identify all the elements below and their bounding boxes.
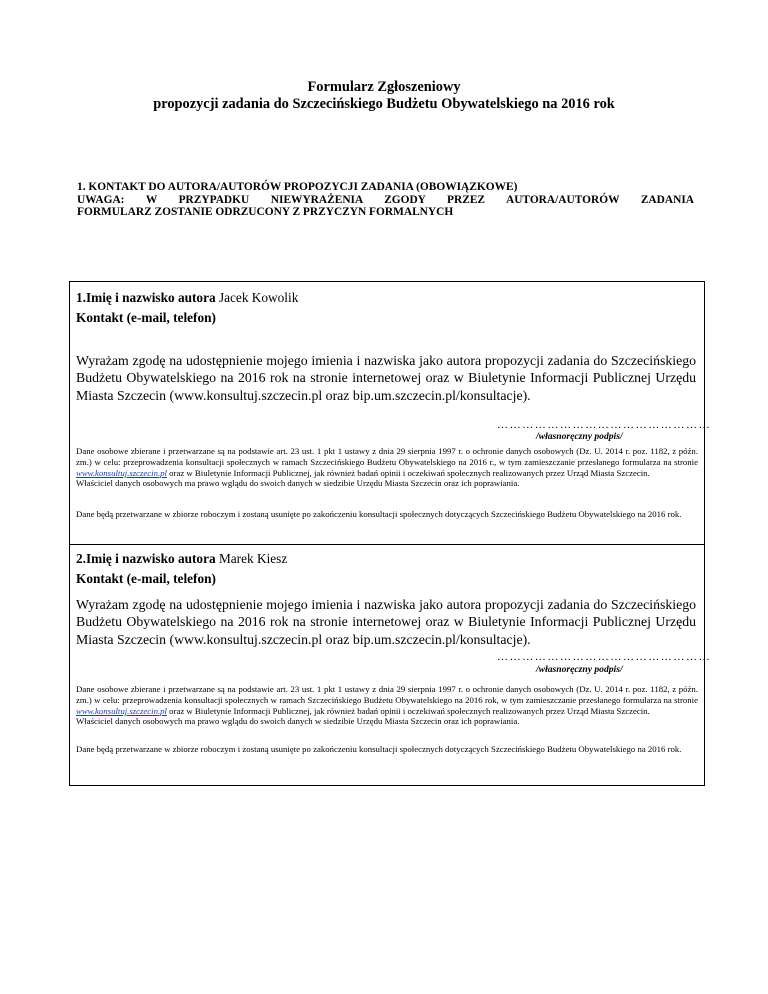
author-1-box	[69, 281, 712, 545]
author-2-signature-label: /własnoręczny podpis/	[536, 664, 623, 675]
author-2-name-value: Marek Kiesz	[218, 551, 288, 566]
author-2-gdpr-text-end: oraz w Biuletynie Informacji Publicznej, jak również badań opinii i oczekiwań społecznych realizowanych przez Urząd Miasta Szczecin.	[166, 705, 650, 716]
author-1-gdpr-rights: Właściciel danych osobowych ma prawo wglądu do swoich danych w siedzibie Urzędu Miasta Szczecin oraz ich poprawiania.	[76, 478, 520, 489]
author-1-gdpr-text-end: oraz w Biuletynie Informacji Publicznej, jak również badań opinii i oczekiwań społecznych realizowanych przez Urząd Miasta Szczecin.	[166, 467, 650, 478]
form-title	[0, 79, 768, 113]
section-1-warning-line-1: UWAGA: W PRZYPADKU NIEWYRAŻENIA ZGODY PRZEZ AUTORA/AUTORÓW ZADANIA	[77, 193, 694, 206]
author-2-contact-label: Kontakt (e-mail, telefon)	[76, 571, 216, 586]
author-2-gdpr-text: Dane osobowe zbierane i przetwarzane są na podstawie art. 23 ust. 1 pkt 1 ustawy z dnia 29 sierpnia 1997 r. o ochronie danych osobowych (Dz. U. 2014 r. poz. 1182, z późn. zm.) w celu: przeprowadzenia konsultacji społecznych w ramach Szczecińskiego Budżetu Obywatelskiego na 2016 rok, w tym zamieszczanie przesłanego formularza na stronie	[76, 684, 698, 705]
author-2-signature-line: ……………………………………………	[497, 651, 712, 663]
section-1-heading	[77, 181, 694, 219]
author-2-storage-notice: Dane będą przetwarzane w zbiorze roboczym i zostaną usunięte po zakończeniu konsultacji społecznych dotyczących Szczecińskiego Budżetu Obywatelskiego na 2016 rok.	[76, 744, 682, 754]
author-2-name-label: 2.Imię i nazwisko autora	[76, 551, 216, 566]
section-1-title: 1. KONTAKT DO AUTORA/AUTORÓW PROPOZYCJI ZADANIA (OBOWIĄZKOWE)	[77, 181, 518, 193]
form-title-line-2: propozycji zadania do Szczecińskiego Budżetu Obywatelskiego na 2016 rok	[153, 96, 615, 112]
author-2-name-row	[76, 551, 287, 567]
author-1-signature-label: /własnoręczny podpis/	[536, 431, 623, 442]
author-1-gdpr-notice	[76, 446, 698, 489]
author-2-gdpr-link[interactable]: www.konsultuj.szczecin.pl	[76, 705, 167, 716]
author-2-gdpr-notice	[76, 684, 698, 727]
author-1-name-value: Jacek Kowolik	[218, 290, 299, 305]
author-2-consent-text: Wyrażam zgodę na udostępnienie mojego imienia i nazwiska jako autora propozycji zadania do Szczecińskiego Budżetu Obywatelskiego na 2016 rok na stronie internetowej oraz w Biuletynie Informacji Publicznej Urzędu Miasta Szczecin (www.konsultuj.szczecin.pl oraz bip.um.szczecin.pl/konsultacje).	[76, 597, 696, 647]
author-1-name-row	[76, 290, 298, 306]
author-1-gdpr-text: Dane osobowe zbierane i przetwarzane są na podstawie art. 23 ust. 1 pkt 1 ustawy z dnia 29 sierpnia 1997 r. o ochronie danych osobowych (Dz. U. 2014 r. poz. 1182, z późn. zm.) w celu: przeprowadzenia konsultacji społecznych w ramach Szczecińskiego Budżetu Obywatelskiego na 2016 r., w tym zamieszczanie przesłanego formularza na stronie	[76, 446, 698, 467]
section-1-warning-line-2: FORMULARZ ZOSTANIE ODRZUCONY Z PRZYCZYN FORMALNYCH	[77, 206, 454, 218]
author-1-storage-notice: Dane będą przetwarzane w zbiorze roboczym i zostaną usunięte po zakończeniu konsultacji społecznych dotyczących Szczecińskiego Budżetu Obywatelskiego na 2016 rok.	[76, 509, 682, 519]
author-1-name-label: 1.Imię i nazwisko autora	[76, 290, 216, 305]
author-1-contact-label: Kontakt (e-mail, telefon)	[76, 310, 216, 325]
author-2-gdpr-rights: Właściciel danych osobowych ma prawo wglądu do swoich danych w siedzibie Urzędu Miasta Szczecin oraz ich poprawiania.	[76, 716, 520, 727]
author-1-consent-text: Wyrażam zgodę na udostępnienie mojego imienia i nazwiska jako autora propozycji zadania do Szczecińskiego Budżetu Obywatelskiego na 2016 rok na stronie internetowej oraz w Biuletynie Informacji Publicznej Urzędu Miasta Szczecin (www.konsultuj.szczecin.pl oraz bip.um.szczecin.pl/konsultacje).	[76, 353, 696, 403]
form-title-line-1: Formularz Zgłoszeniowy	[307, 79, 461, 95]
author-1-signature-line: ……………………………………………	[497, 419, 712, 431]
author-2-box	[69, 544, 712, 786]
author-1-gdpr-link[interactable]: www.konsultuj.szczecin.pl	[76, 467, 167, 478]
